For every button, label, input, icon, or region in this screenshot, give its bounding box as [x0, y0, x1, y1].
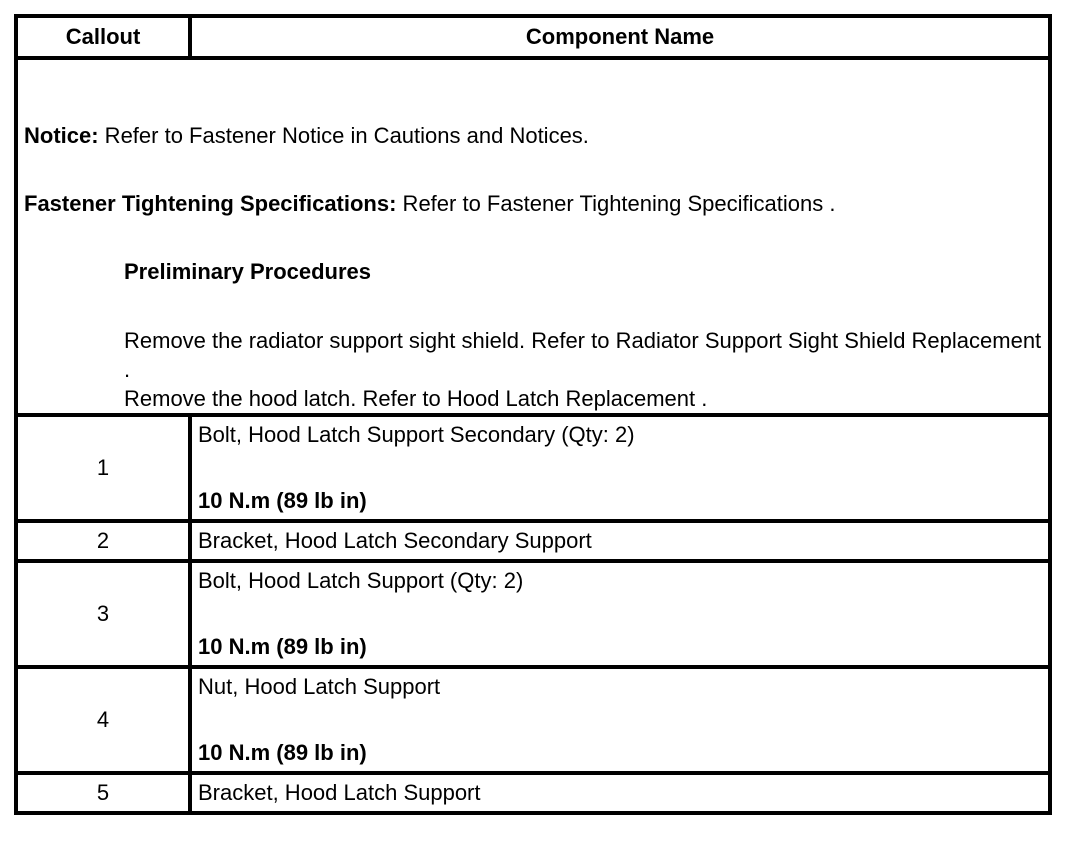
- header-component-name: Component Name: [190, 16, 1050, 58]
- component-cell: [190, 521, 1050, 561]
- step-item: Remove the hood latch. Refer to Hood Latch Replacement .: [124, 386, 708, 411]
- component-cell: [190, 773, 1050, 813]
- header-callout: Callout: [16, 16, 190, 58]
- table-row: [16, 415, 1050, 521]
- notice-text: Refer to Fastener Notice in Cautions and Notices.: [98, 123, 589, 148]
- callout-cell: 3: [16, 561, 190, 667]
- component-name: Bolt, Hood Latch Support (Qty: 2): [198, 568, 524, 593]
- preliminary-heading: Preliminary Procedures: [124, 259, 372, 284]
- component-name: Bolt, Hood Latch Support Secondary (Qty: 2): [198, 422, 635, 447]
- table-row: [16, 561, 1050, 667]
- components-table: [14, 14, 1052, 815]
- intro-cell: [16, 58, 1050, 415]
- component-cell: [190, 415, 1050, 521]
- callout-cell: 4: [16, 667, 190, 773]
- component-name: Bracket, Hood Latch Support: [198, 780, 481, 805]
- spec-label: Fastener Tightening Specifications:: [24, 191, 397, 216]
- table-row: [16, 521, 1050, 561]
- intro-row: [16, 58, 1050, 415]
- component-cell: [190, 561, 1050, 667]
- torque-spec: 10 N.m (89 lb in): [198, 740, 367, 765]
- component-name: Nut, Hood Latch Support: [198, 674, 441, 699]
- notice-line: [24, 122, 1042, 150]
- torque-spec: 10 N.m (89 lb in): [198, 488, 367, 513]
- spec-line: [24, 190, 1042, 218]
- torque-spec: 10 N.m (89 lb in): [198, 634, 367, 659]
- component-name: Bracket, Hood Latch Secondary Support: [198, 528, 592, 553]
- spec-text: Refer to Fastener Tightening Specifications .: [396, 191, 836, 216]
- callout-cell: 5: [16, 773, 190, 813]
- notice-label: Notice:: [24, 123, 99, 148]
- table-row: [16, 773, 1050, 813]
- preliminary-steps: [24, 326, 1042, 413]
- callout-cell: 1: [16, 415, 190, 521]
- table-row: [16, 667, 1050, 773]
- step-item: Remove the radiator support sight shield. Refer to Radiator Support Sight Shield Replacement .: [124, 328, 1042, 382]
- component-cell: [190, 667, 1050, 773]
- callout-cell: 2: [16, 521, 190, 561]
- header-row: [16, 16, 1050, 58]
